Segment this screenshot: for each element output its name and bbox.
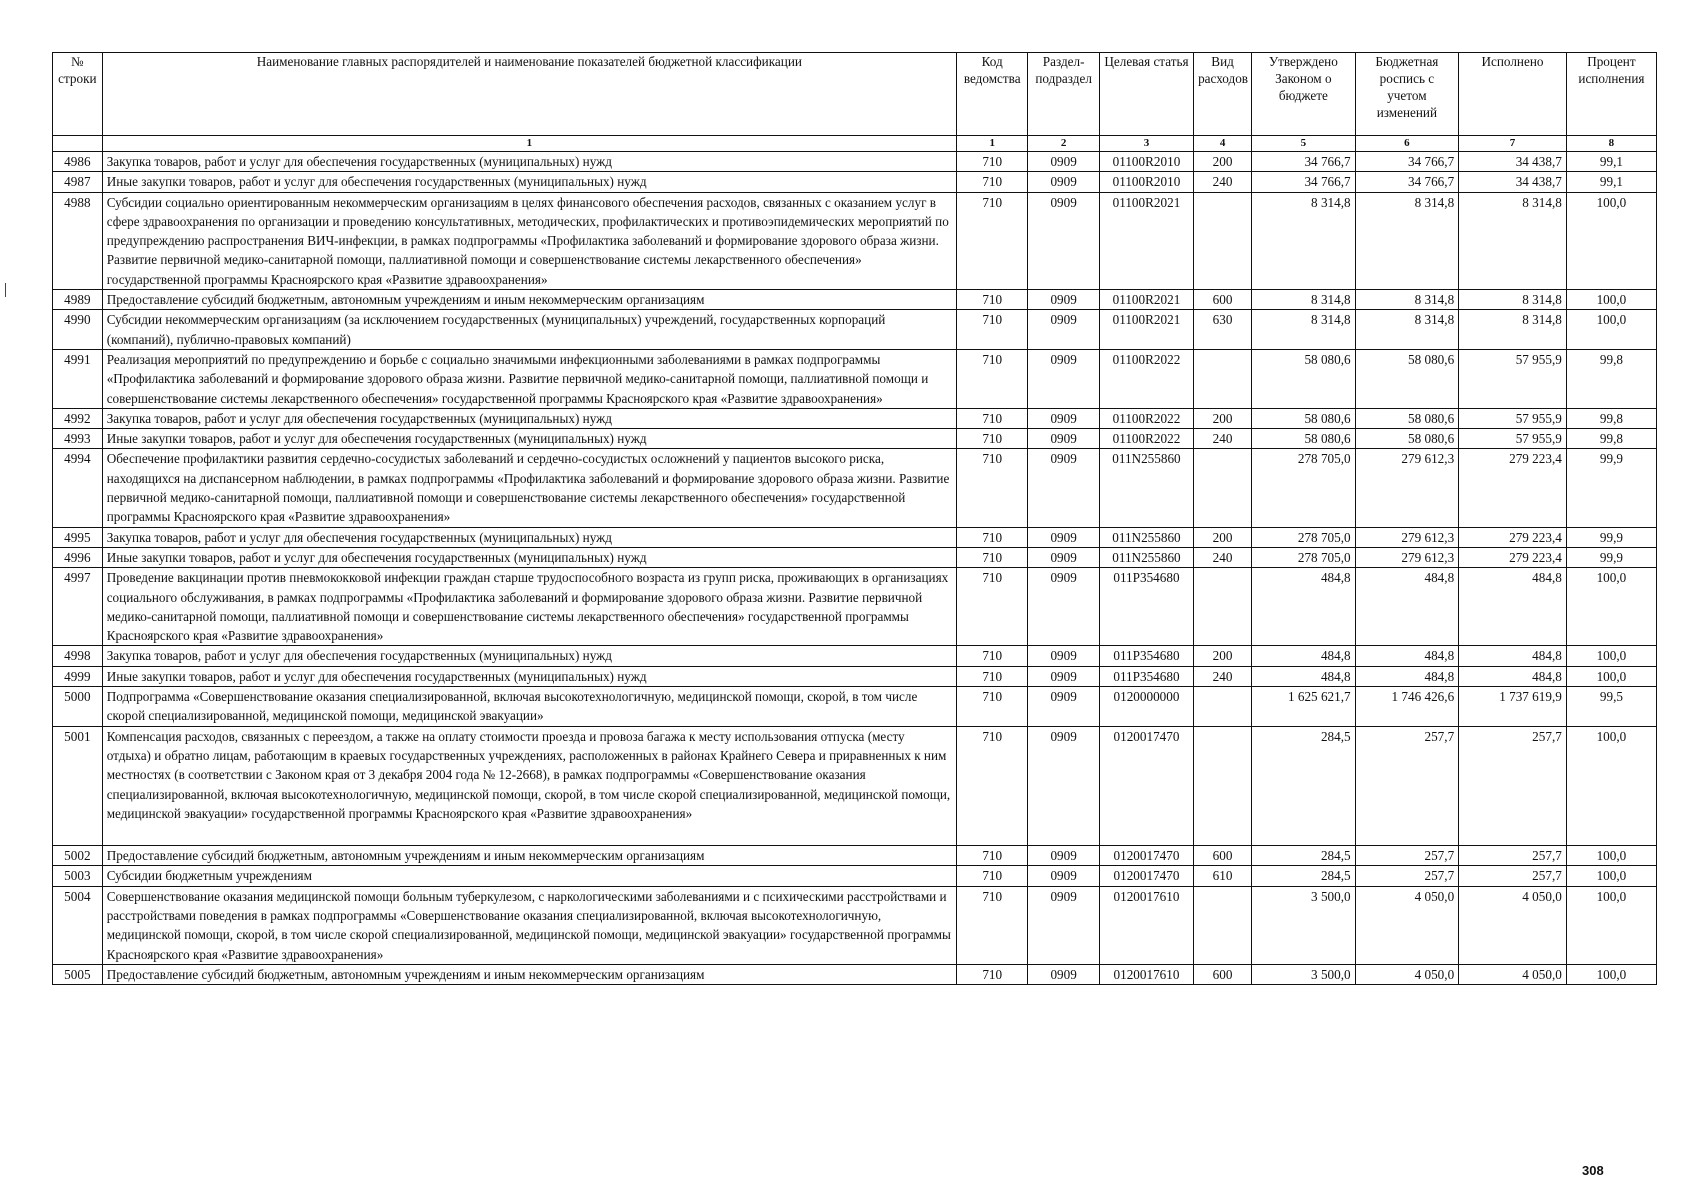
row-executed: 8 314,8 (1459, 192, 1567, 289)
row-executed: 4 050,0 (1459, 886, 1567, 964)
row-target: 011N255860 (1099, 449, 1193, 527)
row-target: 0120017470 (1099, 726, 1193, 845)
row-dept-code: 710 (956, 172, 1027, 192)
row-target: 011N255860 (1099, 547, 1193, 567)
row-expense-type: 600 (1194, 846, 1252, 866)
header-num-6: 5 (1252, 136, 1356, 152)
row-expense-type (1194, 886, 1252, 964)
row-target: 0120017470 (1099, 846, 1193, 866)
row-percent: 99,5 (1566, 687, 1656, 727)
row-expense-type: 630 (1194, 310, 1252, 350)
row-section: 0909 (1028, 866, 1099, 886)
row-approved: 58 080,6 (1252, 349, 1356, 408)
row-dept-code: 710 (956, 192, 1027, 289)
row-section: 0909 (1028, 726, 1099, 845)
row-name: Подпрограмма «Совершенствование оказания специализированной, включая высокотехнологичную, медицинской помощи, скорой, в том числе скорой специализированной, медицинской помощи, медицинской эвакуации» (102, 687, 956, 727)
row-expense-type: 240 (1194, 172, 1252, 192)
row-budget: 58 080,6 (1355, 408, 1459, 428)
row-executed: 257,7 (1459, 726, 1567, 845)
row-section: 0909 (1028, 449, 1099, 527)
row-executed: 4 050,0 (1459, 964, 1567, 984)
row-name: Иные закупки товаров, работ и услуг для обеспечения государственных (муниципальных) нужд (102, 429, 956, 449)
row-section: 0909 (1028, 349, 1099, 408)
row-dept-code: 710 (956, 687, 1027, 727)
row-budget: 58 080,6 (1355, 429, 1459, 449)
table-row (53, 192, 1657, 289)
row-expense-type: 600 (1194, 290, 1252, 310)
row-dept-code: 710 (956, 666, 1027, 686)
row-section: 0909 (1028, 846, 1099, 866)
row-approved: 484,8 (1252, 646, 1356, 666)
row-name: Предоставление субсидий бюджетным, автономным учреждениям и иным некоммерческим организациям (102, 846, 956, 866)
row-number: 5002 (53, 846, 103, 866)
row-name: Субсидии социально ориентированным некоммерческим организациям в целях финансового обеспечения расходов, связанных с оказанием услуг в сфере здравоохранения по организации и проведению консультативных, методических, профилактических и противоэпидемических мероприятий по предупреждению распространения ВИЧ-инфекции, в рамках подпрограммы «Профилактика заболеваний и формирование здорового образа жизни. Развитие первичной медико-санитарной помощи, паллиативной помощи и совершенствование системы лекарственного обеспечения» государственной программы Красноярского края «Развитие здравоохранения» (102, 192, 956, 289)
row-percent: 99,8 (1566, 429, 1656, 449)
row-dept-code: 710 (956, 310, 1027, 350)
header-percent: Процент исполнения (1566, 53, 1656, 136)
row-number: 4990 (53, 310, 103, 350)
row-executed: 8 314,8 (1459, 290, 1567, 310)
row-expense-type: 200 (1194, 152, 1252, 172)
row-target: 011N255860 (1099, 527, 1193, 547)
row-budget: 484,8 (1355, 666, 1459, 686)
table-row (53, 527, 1657, 547)
row-section: 0909 (1028, 290, 1099, 310)
row-budget: 484,8 (1355, 568, 1459, 646)
row-budget: 484,8 (1355, 646, 1459, 666)
row-budget: 257,7 (1355, 866, 1459, 886)
row-number: 4999 (53, 666, 103, 686)
row-executed: 484,8 (1459, 666, 1567, 686)
table-row (53, 547, 1657, 567)
table-row (53, 310, 1657, 350)
row-expense-type: 200 (1194, 646, 1252, 666)
row-target: 0120017610 (1099, 886, 1193, 964)
header-num-3: 2 (1028, 136, 1099, 152)
row-number: 4998 (53, 646, 103, 666)
row-number: 5003 (53, 866, 103, 886)
row-percent: 100,0 (1566, 192, 1656, 289)
row-budget: 4 050,0 (1355, 886, 1459, 964)
row-dept-code: 710 (956, 527, 1027, 547)
header-budget-schedule: Бюджетная роспись с учетом изменений (1355, 53, 1459, 136)
row-dept-code: 710 (956, 429, 1027, 449)
row-approved: 34 766,7 (1252, 152, 1356, 172)
row-budget: 279 612,3 (1355, 527, 1459, 547)
row-number: 4997 (53, 568, 103, 646)
row-dept-code: 710 (956, 290, 1027, 310)
header-section: Раздел-подраздел (1028, 53, 1099, 136)
row-target: 0120017470 (1099, 866, 1193, 886)
table-row (53, 449, 1657, 527)
row-executed: 484,8 (1459, 568, 1567, 646)
row-section: 0909 (1028, 172, 1099, 192)
row-approved: 8 314,8 (1252, 290, 1356, 310)
row-executed: 257,7 (1459, 866, 1567, 886)
row-approved: 284,5 (1252, 866, 1356, 886)
row-percent: 99,9 (1566, 547, 1656, 567)
table-row (53, 349, 1657, 408)
row-expense-type: 240 (1194, 429, 1252, 449)
row-expense-type: 600 (1194, 964, 1252, 984)
row-dept-code: 710 (956, 408, 1027, 428)
row-approved: 484,8 (1252, 666, 1356, 686)
row-executed: 279 223,4 (1459, 449, 1567, 527)
row-approved: 34 766,7 (1252, 172, 1356, 192)
row-dept-code: 710 (956, 547, 1027, 567)
row-number: 4988 (53, 192, 103, 289)
row-budget: 8 314,8 (1355, 310, 1459, 350)
row-number: 4989 (53, 290, 103, 310)
header-num-5: 4 (1194, 136, 1252, 152)
row-budget: 257,7 (1355, 846, 1459, 866)
row-target: 01100R2022 (1099, 429, 1193, 449)
row-number: 4986 (53, 152, 103, 172)
table-row (53, 290, 1657, 310)
row-section: 0909 (1028, 527, 1099, 547)
row-expense-type: 200 (1194, 527, 1252, 547)
row-section: 0909 (1028, 547, 1099, 567)
table-row (53, 172, 1657, 192)
row-percent: 100,0 (1566, 646, 1656, 666)
row-approved: 3 500,0 (1252, 964, 1356, 984)
header-row (53, 53, 1657, 136)
row-expense-type: 240 (1194, 666, 1252, 686)
row-dept-code: 710 (956, 726, 1027, 845)
row-target: 0120000000 (1099, 687, 1193, 727)
row-number: 4995 (53, 527, 103, 547)
row-number: 4996 (53, 547, 103, 567)
row-expense-type (1194, 449, 1252, 527)
row-name: Предоставление субсидий бюджетным, автономным учреждениям и иным некоммерческим организациям (102, 964, 956, 984)
row-percent: 100,0 (1566, 886, 1656, 964)
header-expense-type: Вид расходов (1194, 53, 1252, 136)
row-dept-code: 710 (956, 449, 1027, 527)
row-name: Проведение вакцинации против пневмококковой инфекции граждан старше трудоспособного возраста из групп риска, проживающих в организациях социального обслуживания, в рамках подпрограммы «Профилактика заболеваний и формирование здорового образа жизни. Развитие первичной медико-санитарной помощи, паллиативной помощи и совершенствование системы лекарственного обеспечения» государственной программы Красноярского края «Развитие здравоохранения» (102, 568, 956, 646)
row-approved: 284,5 (1252, 846, 1356, 866)
header-num-8: 7 (1459, 136, 1567, 152)
row-name: Иные закупки товаров, работ и услуг для обеспечения государственных (муниципальных) нужд (102, 666, 956, 686)
header-num-4: 3 (1099, 136, 1193, 152)
row-expense-type (1194, 568, 1252, 646)
row-name: Субсидии некоммерческим организациям (за исключением государственных (муниципальных) учреждений, государственных корпораций (компаний), публично-правовых компаний) (102, 310, 956, 350)
row-target: 01100R2010 (1099, 152, 1193, 172)
row-section: 0909 (1028, 687, 1099, 727)
row-section: 0909 (1028, 964, 1099, 984)
row-percent: 99,1 (1566, 172, 1656, 192)
row-target: 01100R2021 (1099, 192, 1193, 289)
row-percent: 100,0 (1566, 310, 1656, 350)
row-name: Обеспечение профилактики развития сердечно-сосудистых заболеваний и сердечно-сосудистых осложнений у пациентов высокого риска, находящихся на диспансерном наблюдении, в рамках подпрограммы «Профилактика заболеваний и формирование здорового образа жизни. Развитие первичной медико-санитарной помощи, паллиативной помощи и совершенствование системы лекарственного обеспечения» государственной программы Красноярского края «Развитие здравоохранения» (102, 449, 956, 527)
row-name: Компенсация расходов, связанных с переездом, а также на оплату стоимости проезда и провоза багажа к месту использования отпуска (месту отдыха) и обратно лицам, работающим в краевых государственных учреждениях, расположенных в районах Крайнего Севера и приравненных к ним местностях (в соответствии с Законом края от 3 декабря 2004 года № 12-2668), в рамках подпрограммы «Совершенствование оказания специализированной, включая высокотехнологичную, медицинской помощи, скорой, в том числе скорой специализированной, медицинской помощи, медицинской эвакуации» государственной программы Красноярского края «Развитие здравоохранения» (102, 726, 956, 845)
row-approved: 278 705,0 (1252, 449, 1356, 527)
row-target: 011P354680 (1099, 646, 1193, 666)
header-approved: Утверждено Законом о бюджете (1252, 53, 1356, 136)
row-percent: 99,8 (1566, 408, 1656, 428)
row-executed: 257,7 (1459, 846, 1567, 866)
row-budget: 279 612,3 (1355, 547, 1459, 567)
row-budget: 4 050,0 (1355, 964, 1459, 984)
table-row (53, 152, 1657, 172)
row-budget: 8 314,8 (1355, 290, 1459, 310)
table-row (53, 726, 1657, 845)
row-budget: 58 080,6 (1355, 349, 1459, 408)
row-name: Закупка товаров, работ и услуг для обеспечения государственных (муниципальных) нужд (102, 646, 956, 666)
header-dept-code: Код ведомства (956, 53, 1027, 136)
budget-execution-table (52, 52, 1657, 985)
row-expense-type (1194, 687, 1252, 727)
row-name: Закупка товаров, работ и услуг для обеспечения государственных (муниципальных) нужд (102, 152, 956, 172)
row-target: 01100R2021 (1099, 310, 1193, 350)
table-row (53, 687, 1657, 727)
row-target: 01100R2022 (1099, 349, 1193, 408)
row-approved: 58 080,6 (1252, 408, 1356, 428)
header-num-0 (53, 136, 103, 152)
row-executed: 1 737 619,9 (1459, 687, 1567, 727)
row-target: 01100R2022 (1099, 408, 1193, 428)
row-target: 01100R2010 (1099, 172, 1193, 192)
page-number: 308 (1582, 1163, 1604, 1178)
row-executed: 279 223,4 (1459, 527, 1567, 547)
row-section: 0909 (1028, 666, 1099, 686)
row-number: 5005 (53, 964, 103, 984)
row-name: Иные закупки товаров, работ и услуг для обеспечения государственных (муниципальных) нужд (102, 172, 956, 192)
header-name: Наименование главных распорядителей и наименование показателей бюджетной классификации (102, 53, 956, 136)
row-section: 0909 (1028, 429, 1099, 449)
row-percent: 99,9 (1566, 449, 1656, 527)
row-target: 011P354680 (1099, 568, 1193, 646)
row-expense-type (1194, 192, 1252, 289)
row-name: Совершенствование оказания медицинской помощи больным туберкулезом, с наркологическими заболеваниями и с психическими расстройствами и расстройствами поведения в рамках подпрограммы «Совершенствование оказания специализированной, включая высокотехнологичную, медицинской помощи, скорой, в том числе скорой специализированной, медицинской помощи, медицинской эвакуации» государственной программы Красноярского края «Развитие здравоохранения» (102, 886, 956, 964)
row-dept-code: 710 (956, 568, 1027, 646)
row-number: 4993 (53, 429, 103, 449)
row-section: 0909 (1028, 152, 1099, 172)
row-percent: 100,0 (1566, 846, 1656, 866)
row-number: 4994 (53, 449, 103, 527)
row-section: 0909 (1028, 568, 1099, 646)
row-number: 4987 (53, 172, 103, 192)
row-target: 011P354680 (1099, 666, 1193, 686)
row-approved: 58 080,6 (1252, 429, 1356, 449)
table-row (53, 964, 1657, 984)
row-dept-code: 710 (956, 646, 1027, 666)
row-approved: 1 625 621,7 (1252, 687, 1356, 727)
row-number: 4992 (53, 408, 103, 428)
row-name: Иные закупки товаров, работ и услуг для обеспечения государственных (муниципальных) нужд (102, 547, 956, 567)
row-budget: 34 766,7 (1355, 152, 1459, 172)
row-executed: 57 955,9 (1459, 408, 1567, 428)
row-percent: 99,8 (1566, 349, 1656, 408)
budget-report-page (52, 52, 1657, 985)
row-percent: 99,1 (1566, 152, 1656, 172)
header-num-1: 1 (102, 136, 956, 152)
table-row (53, 568, 1657, 646)
row-dept-code: 710 (956, 349, 1027, 408)
row-approved: 284,5 (1252, 726, 1356, 845)
row-budget: 1 746 426,6 (1355, 687, 1459, 727)
row-section: 0909 (1028, 310, 1099, 350)
row-dept-code: 710 (956, 886, 1027, 964)
row-section: 0909 (1028, 646, 1099, 666)
row-percent: 100,0 (1566, 290, 1656, 310)
row-dept-code: 710 (956, 866, 1027, 886)
row-name: Предоставление субсидий бюджетным, автономным учреждениям и иным некоммерческим организациям (102, 290, 956, 310)
header-num-2: 1 (956, 136, 1027, 152)
row-section: 0909 (1028, 886, 1099, 964)
table-row (53, 646, 1657, 666)
row-number: 5000 (53, 687, 103, 727)
table-row (53, 429, 1657, 449)
row-expense-type: 200 (1194, 408, 1252, 428)
row-approved: 8 314,8 (1252, 310, 1356, 350)
row-budget: 257,7 (1355, 726, 1459, 845)
header-number-row (53, 136, 1657, 152)
header-target-article: Целевая статья (1099, 53, 1193, 136)
row-percent: 100,0 (1566, 568, 1656, 646)
row-target: 01100R2021 (1099, 290, 1193, 310)
row-executed: 8 314,8 (1459, 310, 1567, 350)
row-executed: 34 438,7 (1459, 152, 1567, 172)
row-name: Закупка товаров, работ и услуг для обеспечения государственных (муниципальных) нужд (102, 527, 956, 547)
table-row (53, 866, 1657, 886)
row-dept-code: 710 (956, 846, 1027, 866)
row-executed: 34 438,7 (1459, 172, 1567, 192)
row-name: Закупка товаров, работ и услуг для обеспечения государственных (муниципальных) нужд (102, 408, 956, 428)
row-name: Реализация мероприятий по предупреждению и борьбе с социально значимыми инфекционными заболеваниями в рамках подпрограммы «Профилактика заболеваний и формирование здорового образа жизни. Развитие первичной медико-санитарной помощи, паллиативной помощи и совершенствование системы лекарственного обеспечения» государственной программы Красноярского края «Развитие здравоохранения» (102, 349, 956, 408)
table-row (53, 846, 1657, 866)
row-expense-type (1194, 349, 1252, 408)
row-budget: 279 612,3 (1355, 449, 1459, 527)
row-executed: 57 955,9 (1459, 429, 1567, 449)
header-row-no: № строки (53, 53, 103, 136)
row-executed: 57 955,9 (1459, 349, 1567, 408)
row-executed: 279 223,4 (1459, 547, 1567, 567)
row-number: 4991 (53, 349, 103, 408)
row-number: 5001 (53, 726, 103, 845)
row-dept-code: 710 (956, 152, 1027, 172)
row-expense-type: 240 (1194, 547, 1252, 567)
header-num-9: 8 (1566, 136, 1656, 152)
row-percent: 100,0 (1566, 726, 1656, 845)
row-number: 5004 (53, 886, 103, 964)
row-section: 0909 (1028, 192, 1099, 289)
row-expense-type (1194, 726, 1252, 845)
row-percent: 100,0 (1566, 666, 1656, 686)
row-approved: 484,8 (1252, 568, 1356, 646)
row-executed: 484,8 (1459, 646, 1567, 666)
row-approved: 278 705,0 (1252, 547, 1356, 567)
table-row (53, 408, 1657, 428)
scan-margin-mark (5, 283, 6, 297)
row-target: 0120017610 (1099, 964, 1193, 984)
row-budget: 34 766,7 (1355, 172, 1459, 192)
row-expense-type: 610 (1194, 866, 1252, 886)
row-percent: 99,9 (1566, 527, 1656, 547)
row-approved: 3 500,0 (1252, 886, 1356, 964)
row-percent: 100,0 (1566, 964, 1656, 984)
row-approved: 278 705,0 (1252, 527, 1356, 547)
row-percent: 100,0 (1566, 866, 1656, 886)
row-name: Субсидии бюджетным учреждениям (102, 866, 956, 886)
header-num-7: 6 (1355, 136, 1459, 152)
row-approved: 8 314,8 (1252, 192, 1356, 289)
row-section: 0909 (1028, 408, 1099, 428)
table-row (53, 886, 1657, 964)
row-budget: 8 314,8 (1355, 192, 1459, 289)
table-row (53, 666, 1657, 686)
row-dept-code: 710 (956, 964, 1027, 984)
header-executed: Исполнено (1459, 53, 1567, 136)
